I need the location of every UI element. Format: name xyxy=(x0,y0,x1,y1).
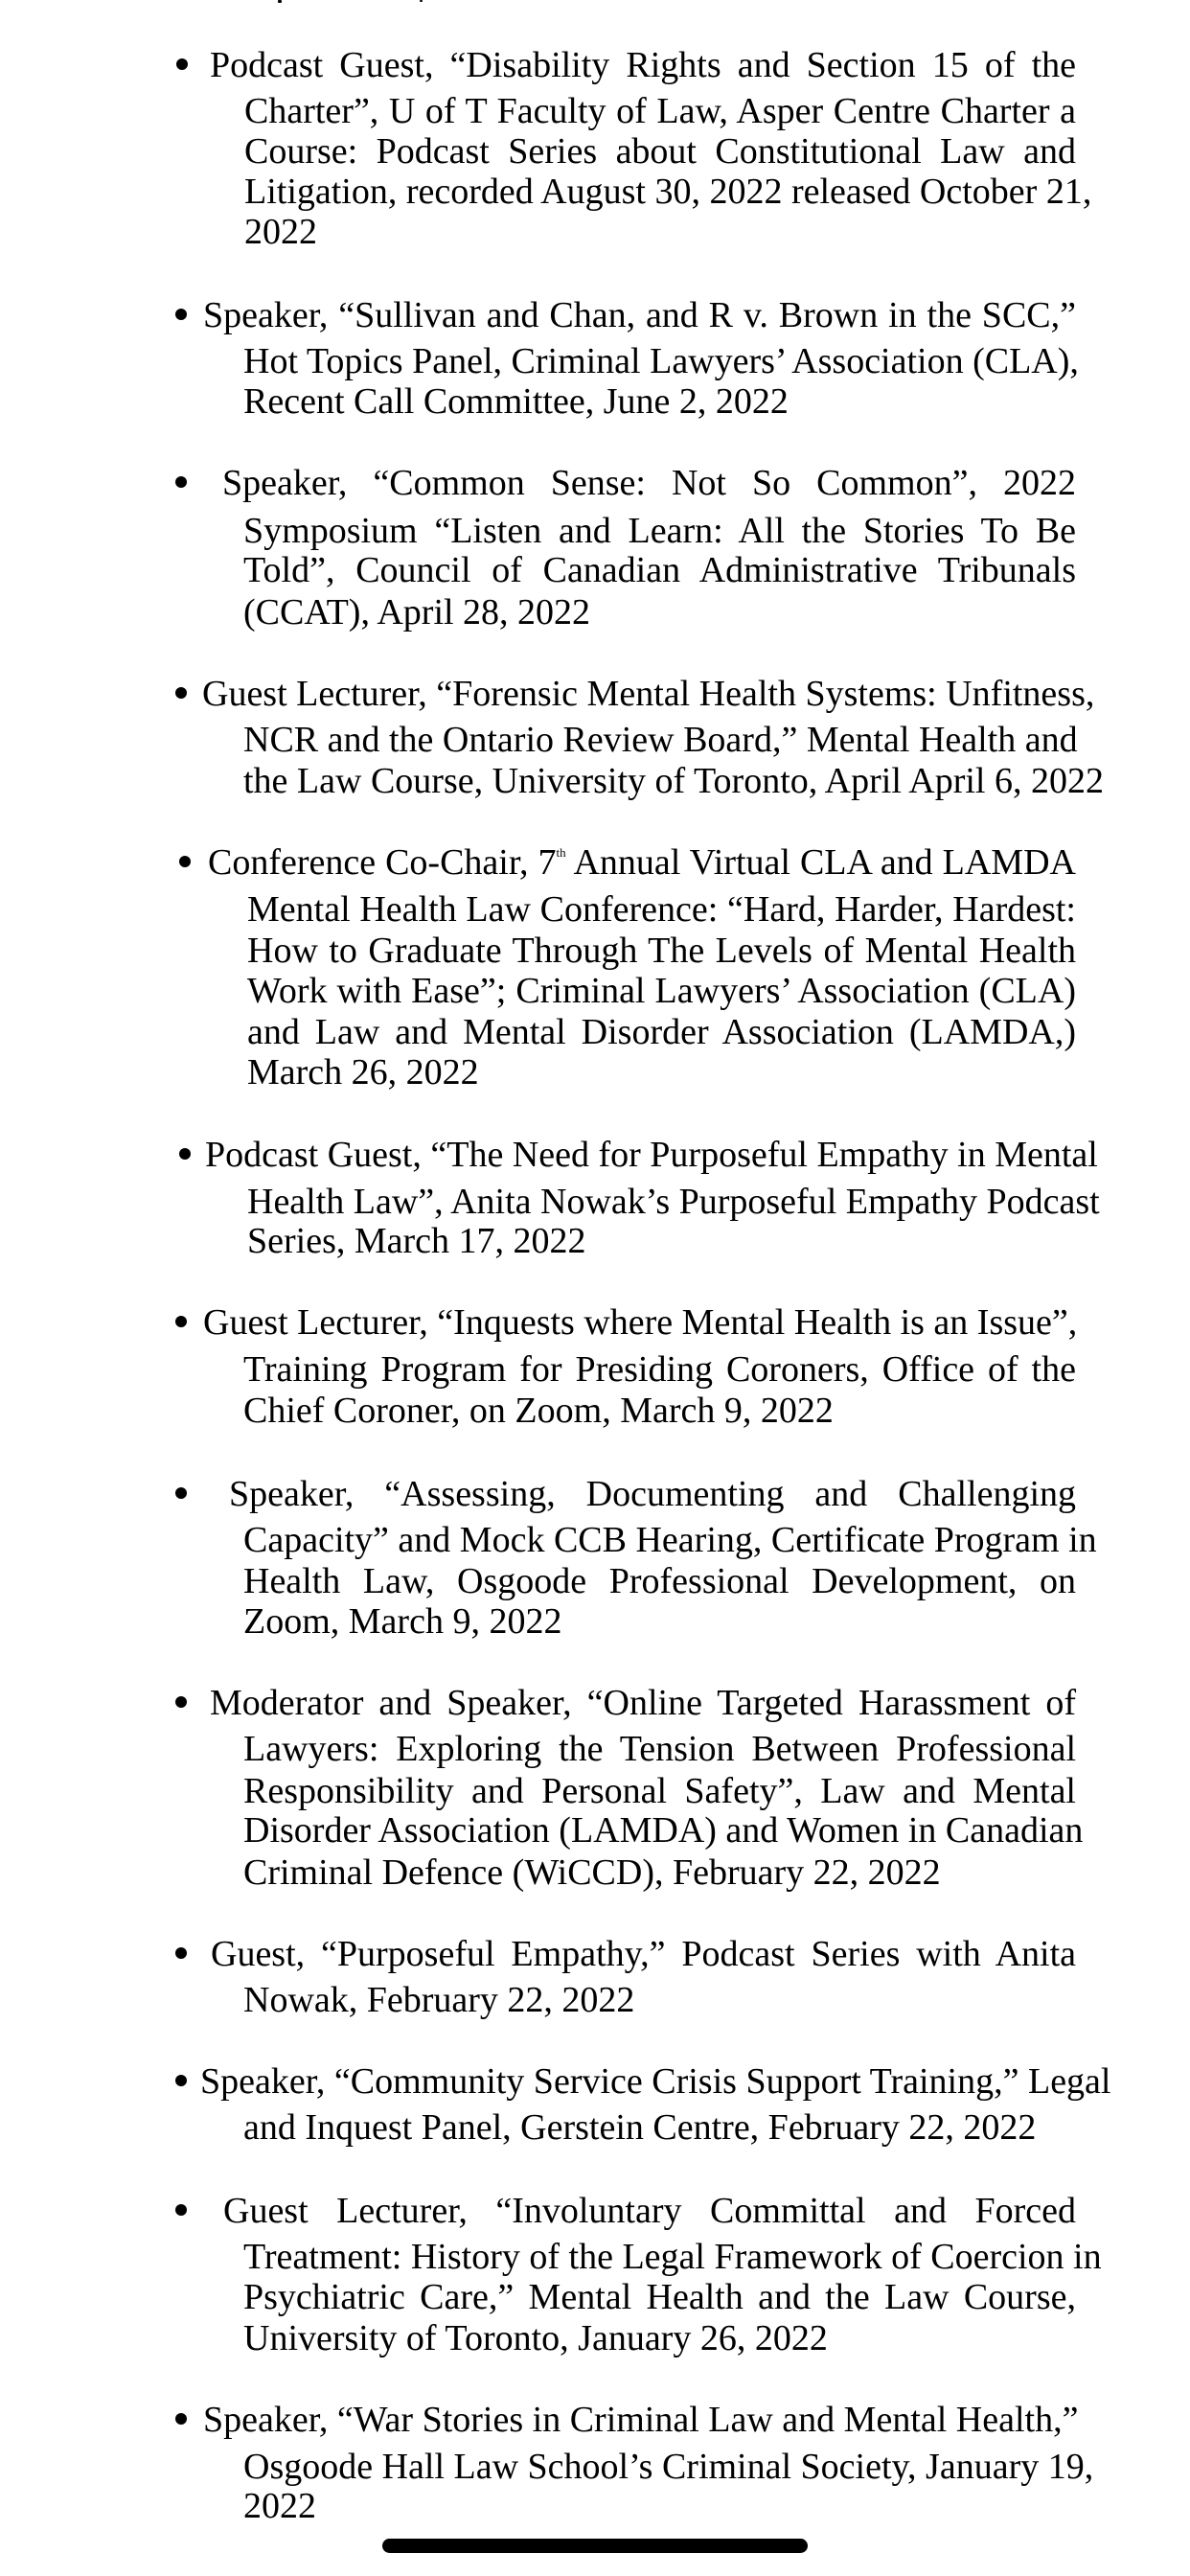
item-line: Moderator and Speaker, “Online Targeted Harassment of xyxy=(210,1683,1076,1723)
item-line: Course: Podcast Series about Constitutional Law and xyxy=(244,131,1076,172)
item-line: Podcast Guest, “The Need for Purposeful Empathy in Mental xyxy=(205,1135,1098,1175)
bullet-icon xyxy=(175,1487,187,1499)
item-line: Speaker, “Assessing, Documenting and Challenging xyxy=(229,1474,1076,1514)
bullet-icon xyxy=(179,1148,191,1160)
home-indicator[interactable] xyxy=(382,2539,808,2553)
item-line: Speaker, “Sullivan and Chan, and R v. Brown in the SCC,” xyxy=(203,295,1076,335)
item-line: Litigation, recorded August 30, 2022 released October 21, xyxy=(244,172,1092,212)
item-line: How to Graduate Through The Levels of Mental Health xyxy=(247,931,1076,971)
item-line: NCR and the Ontario Review Board,” Mental Health and xyxy=(243,720,1078,760)
item-line-text: Annual Virtual CLA and LAMDA xyxy=(565,842,1076,883)
item-line: Criminal Defence (WiCCD), February 22, 2022 xyxy=(243,1852,941,1893)
item-line: Speaker, “Common Sense: Not So Common”, 2022 xyxy=(222,463,1076,503)
bullet-icon xyxy=(175,476,187,488)
item-line: Chief Coroner, on Zoom, March 9, 2022 xyxy=(243,1391,834,1431)
bullet-icon xyxy=(175,2204,187,2216)
item-line: Podcast Guest, “Disability Rights and Section 15 of the xyxy=(210,45,1076,85)
clipped-previous-line-fragment xyxy=(278,0,282,3)
ordinal-superscript: th xyxy=(556,845,566,860)
bullet-icon xyxy=(175,1316,187,1327)
item-line: Speaker, “Community Service Crisis Support Training,” Legal xyxy=(200,2061,1111,2102)
item-line: Health Law, Osgoode Professional Development, on xyxy=(243,1561,1076,1601)
item-line: Training Program for Presiding Coroners, Office of the xyxy=(243,1349,1076,1390)
item-line: Lawyers: Exploring the Tension Between Professional xyxy=(243,1729,1076,1769)
item-line: Nowak, February 22, 2022 xyxy=(243,1980,635,2020)
item-line: Recent Call Committee, June 2, 2022 xyxy=(243,381,789,422)
bullet-icon xyxy=(175,1696,187,1708)
item-line-text: Conference Co-Chair, 7 xyxy=(208,842,557,883)
item-line xyxy=(208,842,1076,884)
item-line: March 26, 2022 xyxy=(247,1052,479,1092)
item-line: 2022 xyxy=(244,212,317,252)
bullet-icon xyxy=(179,856,191,867)
bullet-icon xyxy=(175,2075,187,2086)
item-line: Guest Lecturer, “Forensic Mental Health Systems: Unfitness, xyxy=(202,674,1095,714)
item-line: Told”, Council of Canadian Administrative Tribunals xyxy=(243,550,1076,590)
item-line: Treatment: History of the Legal Framework of Coercion in xyxy=(243,2237,1102,2277)
item-line: Psychiatric Care,” Mental Health and the Law Course, xyxy=(243,2277,1076,2317)
item-line: the Law Course, University of Toronto, April April 6, 2022 xyxy=(243,761,1104,801)
bullet-icon xyxy=(175,1947,187,1959)
item-line: and Law and Mental Disorder Association (LAMDA,) xyxy=(247,1012,1076,1052)
item-line: Health Law”, Anita Nowak’s Purposeful Empathy Podcast xyxy=(247,1182,1100,1222)
item-line: Charter”, U of T Faculty of Law, Asper Centre Charter a xyxy=(244,91,1076,131)
clipped-previous-line-fragment xyxy=(420,0,423,2)
item-line: Responsibility and Personal Safety”, Law and Mental xyxy=(243,1771,1076,1811)
item-line: Series, March 17, 2022 xyxy=(247,1221,586,1261)
item-line: Osgoode Hall Law School’s Criminal Society, January 19, xyxy=(243,2447,1094,2487)
item-line: 2022 xyxy=(243,2486,316,2526)
item-line: Guest Lecturer, “Inquests where Mental Health is an Issue”, xyxy=(203,1302,1078,1343)
item-line: Hot Topics Panel, Criminal Lawyers’ Association (CLA), xyxy=(243,341,1079,381)
item-line: Capacity” and Mock CCB Hearing, Certificate Program in xyxy=(243,1520,1097,1560)
bullet-icon xyxy=(175,2413,187,2425)
item-line: and Inquest Panel, Gerstein Centre, February 22, 2022 xyxy=(243,2107,1037,2148)
item-line: University of Toronto, January 26, 2022 xyxy=(243,2318,828,2358)
bullet-icon xyxy=(175,687,187,699)
bullet-icon xyxy=(176,58,188,70)
item-line: Work with Ease”; Criminal Lawyers’ Association (CLA) xyxy=(247,971,1076,1011)
item-line: Zoom, March 9, 2022 xyxy=(243,1601,562,1642)
bullet-icon xyxy=(175,309,187,320)
item-line: Guest, “Purposeful Empathy,” Podcast Series with Anita xyxy=(211,1934,1076,1974)
item-line: (CCAT), April 28, 2022 xyxy=(243,592,591,632)
item-line: Symposium “Listen and Learn: All the Stories To Be xyxy=(243,511,1076,551)
item-line: Speaker, “War Stories in Criminal Law and Mental Health,” xyxy=(203,2400,1079,2440)
item-line: Mental Health Law Conference: “Hard, Harder, Hardest: xyxy=(247,889,1076,930)
item-line: Disorder Association (LAMDA) and Women in Canadian xyxy=(243,1810,1084,1851)
item-line: Guest Lecturer, “Involuntary Committal and Forced xyxy=(223,2191,1076,2231)
